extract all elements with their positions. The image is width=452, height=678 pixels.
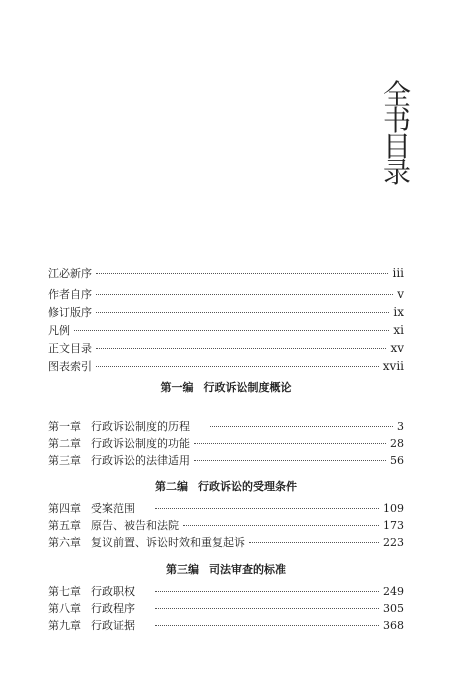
dot-leader — [155, 508, 379, 509]
entry-label: 凡例 — [48, 324, 70, 337]
dot-leader — [96, 366, 379, 367]
chapter-title: 行政诉讼制度的功能 — [91, 437, 190, 450]
toc-entry-chapter-8[interactable] — [48, 600, 404, 616]
entry-page: v — [397, 287, 404, 301]
dot-leader — [194, 460, 386, 461]
part-number: 第一编 — [160, 381, 194, 394]
dot-leader — [155, 625, 379, 626]
entry-label: 作者自序 — [48, 288, 92, 301]
page-title — [377, 78, 417, 189]
chapter-page: 305 — [383, 601, 404, 615]
dot-leader — [210, 426, 393, 427]
entry-page: xv — [390, 341, 404, 355]
toc-entry-chapter-9[interactable] — [48, 617, 404, 633]
chapter-page: 223 — [383, 535, 404, 549]
dot-leader — [96, 348, 386, 349]
chapter-title: 行政证据 — [91, 619, 135, 632]
chapter-title: 复议前置、诉讼时效和重复起诉 — [91, 536, 245, 549]
dot-leader — [74, 330, 389, 331]
dot-leader — [155, 591, 379, 592]
chapter-number: 第八章 — [48, 602, 81, 615]
toc-entry-front-1[interactable] — [48, 265, 404, 281]
title-char: 目 — [382, 130, 411, 163]
title-char: 全 — [382, 78, 411, 111]
toc-entry-chapter-7[interactable] — [48, 583, 404, 599]
toc-entry-front-3[interactable] — [48, 304, 404, 320]
toc-entry-chapter-4[interactable] — [48, 500, 404, 516]
dot-leader — [96, 273, 388, 274]
chapter-number: 第三章 — [48, 454, 81, 467]
dot-leader — [155, 608, 379, 609]
dot-leader — [96, 312, 389, 313]
toc-entry-front-4[interactable] — [48, 322, 404, 338]
dot-leader — [194, 443, 386, 444]
dot-leader — [183, 525, 379, 526]
chapter-title: 受案范围 — [91, 502, 135, 515]
title-char: 书 — [382, 104, 411, 137]
chapter-number: 第四章 — [48, 502, 81, 515]
dot-leader — [249, 542, 379, 543]
chapter-number: 第七章 — [48, 585, 81, 598]
part-title: 司法审查的标准 — [209, 563, 286, 576]
toc-entry-front-2[interactable] — [48, 286, 404, 302]
chapter-number: 第一章 — [48, 420, 81, 433]
toc-entry-chapter-1[interactable] — [48, 418, 404, 434]
entry-page: xi — [393, 323, 404, 337]
chapter-page: 249 — [383, 584, 404, 598]
dot-leader — [96, 294, 393, 295]
toc-entry-front-6[interactable] — [48, 358, 404, 374]
chapter-title: 行政程序 — [91, 602, 135, 615]
toc-entry-front-5[interactable] — [48, 340, 404, 356]
entry-label: 江必新序 — [48, 267, 92, 280]
chapter-page: 56 — [390, 453, 404, 467]
entry-label: 图表索引 — [48, 360, 92, 373]
chapter-title: 原告、被告和法院 — [91, 519, 179, 532]
chapter-title: 行政诉讼的法律适用 — [91, 454, 190, 467]
entry-page: ix — [393, 305, 404, 319]
chapter-page: 28 — [390, 436, 404, 450]
part-number: 第三编 — [166, 563, 199, 576]
entry-page: iii — [392, 266, 404, 280]
toc-entry-chapter-2[interactable] — [48, 435, 404, 451]
chapter-title: 行政诉讼制度的历程 — [91, 420, 190, 433]
toc-entry-chapter-6[interactable] — [48, 534, 404, 550]
chapter-page: 109 — [383, 501, 404, 515]
part-heading-1[interactable] — [48, 379, 404, 395]
toc-entry-chapter-5[interactable] — [48, 517, 404, 533]
toc-entry-chapter-3[interactable] — [48, 452, 404, 468]
chapter-number: 第九章 — [48, 619, 81, 632]
chapter-page: 3 — [397, 419, 404, 433]
chapter-page: 368 — [383, 618, 404, 632]
chapter-number: 第六章 — [48, 536, 81, 549]
part-heading-2[interactable] — [48, 478, 404, 494]
chapter-number: 第五章 — [48, 519, 81, 532]
entry-label: 正文目录 — [48, 342, 92, 355]
part-heading-3[interactable] — [48, 561, 404, 577]
chapter-number: 第二章 — [48, 437, 81, 450]
entry-label: 修订版序 — [48, 306, 92, 319]
part-number: 第二编 — [155, 480, 188, 493]
entry-page: xvii — [382, 359, 404, 373]
chapter-title: 行政职权 — [91, 585, 135, 598]
title-char: 录 — [382, 156, 411, 189]
chapter-page: 173 — [383, 518, 404, 532]
part-title: 行政诉讼制度概论 — [203, 381, 292, 394]
part-title: 行政诉讼的受理条件 — [198, 480, 297, 493]
